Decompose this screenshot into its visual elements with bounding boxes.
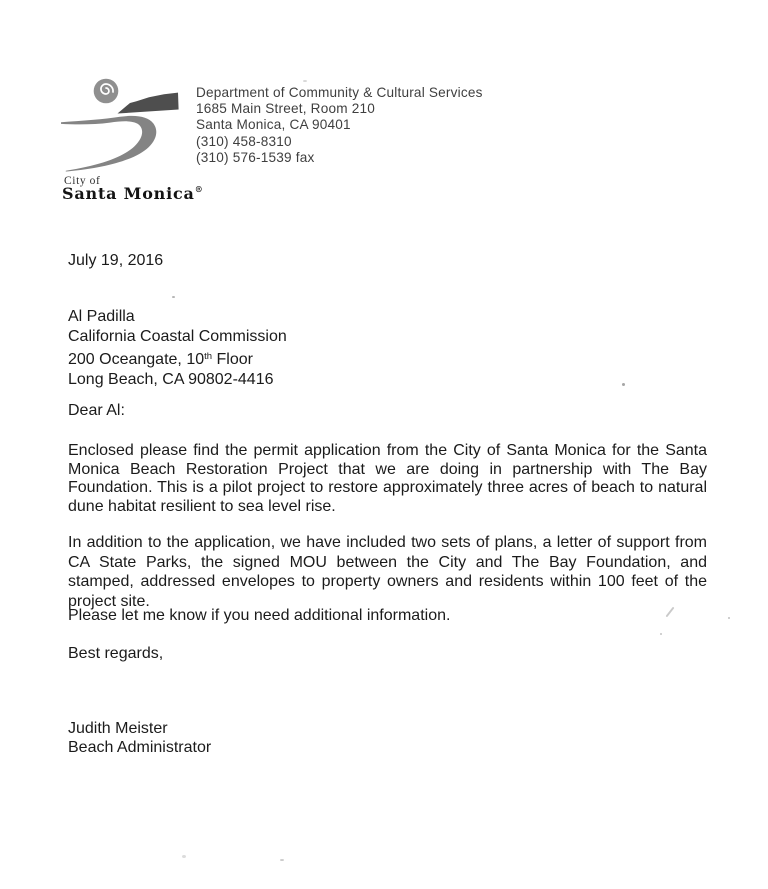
road-swoosh-icon xyxy=(61,116,156,172)
scan-speck xyxy=(622,383,625,386)
contact-city: Santa Monica, CA 90401 xyxy=(196,117,351,133)
mountains-icon xyxy=(118,93,179,114)
santa-monica-city-logo xyxy=(60,78,190,173)
body-paragraph-3: Please let me know if you need additional information. xyxy=(68,607,451,624)
registered-trademark-symbol: ® xyxy=(194,184,203,194)
contact-department: Department of Community & Cultural Services xyxy=(196,85,483,100)
signature-block xyxy=(68,720,211,757)
recipient-street-ordinal: th xyxy=(204,351,213,362)
logo-city-name-text: Santa Monica xyxy=(62,184,195,203)
recipient-name: Al Padilla xyxy=(68,308,135,325)
letterhead-contact-block xyxy=(196,85,483,166)
salutation: Dear Al: xyxy=(68,402,125,419)
scan-speck xyxy=(280,859,284,861)
contact-phone: (310) 458-8310 xyxy=(196,133,292,149)
contact-fax: (310) 576-1539 fax xyxy=(196,149,315,165)
recipient-street xyxy=(68,347,287,370)
scan-speck xyxy=(172,296,175,298)
logo-city-name xyxy=(62,184,203,203)
scan-speck xyxy=(728,617,730,619)
sun-icon xyxy=(94,79,119,104)
scan-speck xyxy=(182,855,186,858)
signature-title: Beach Administrator xyxy=(68,738,212,756)
closing-line: Best regards, xyxy=(68,645,164,662)
recipient-street-prefix: 200 Oceangate, 10 xyxy=(68,351,205,368)
logo-city-of-text: City of xyxy=(64,175,101,187)
recipient-street-suffix: Floor xyxy=(212,351,253,368)
letter-date: July 19, 2016 xyxy=(68,252,164,269)
body-paragraph-2: In addition to the application, we have included two sets of plans, a letter of support from CA State Parks, the signed MOU between the City and The Bay Foundation, and stamped, addressed envelopes to property owners and residents within 100 feet of the project site. xyxy=(68,534,707,611)
recipient-address-block xyxy=(68,307,287,390)
body-paragraph-1: Enclosed please find the permit application from the City of Santa Monica for the Santa Monica Beach Restoration Project that we are doing in partnership with The Bay Foundation. This is a pilot project to restore approximately three acres of beach to natural dune habitat resilient to sea level rise. xyxy=(68,442,707,515)
contact-street: 1685 Main Street, Room 210 xyxy=(196,101,375,117)
recipient-organization: California Coastal Commission xyxy=(68,328,287,345)
scan-speck xyxy=(660,633,662,635)
scan-speck xyxy=(303,80,307,82)
signature-name: Judith Meister xyxy=(68,720,168,737)
recipient-city-line: Long Beach, CA 90802-4416 xyxy=(68,371,274,388)
